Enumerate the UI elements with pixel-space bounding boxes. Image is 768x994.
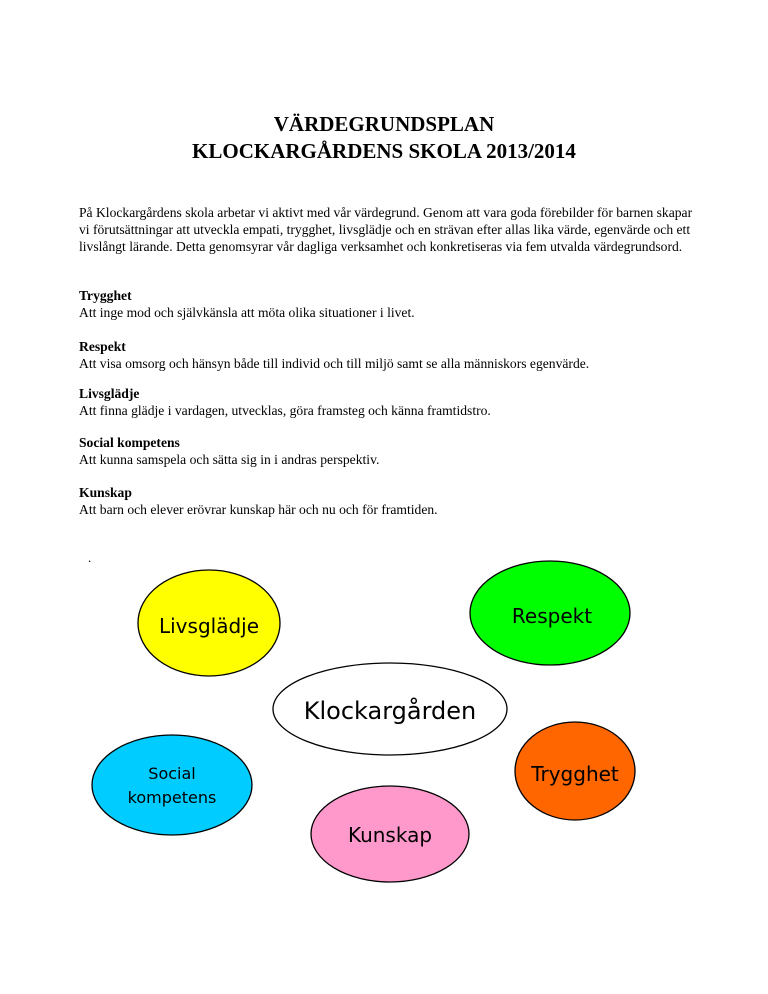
bubble-klockargarden-label: Klockargården [303,697,477,725]
value-description: Att finna glädje i vardagen, utvecklas, göra framsteg och känna framtidstro. [79,403,491,418]
bubble-kunskap-label: Kunskap [347,823,433,847]
value-description: Att kunna samspela och sätta sig in i andras perspektiv. [79,452,380,467]
bubble-livsgladje-label: Livsglädje [158,614,260,638]
value-description: Att barn och elever erövrar kunskap här och nu och för framtiden. [79,502,438,517]
value-description: Att inge mod och självkänsla att möta olika situationer i livet. [79,305,415,320]
bubble-respekt [470,561,630,665]
bubble-livsgladje [138,570,280,676]
bubble-kunskap [311,786,469,882]
bubble-social-kompetens-label-line2: kompetens [127,788,217,807]
intro-paragraph: På Klockargårdens skola arbetar vi aktivt med vår värdegrund. Genom att vara goda förebilder för barnen skapar vi förutsättningar att utveckla empati, trygghet, livsglädje och en strävan efter allas lika värde, egenvärde och ett livslångt lärande. Detta genomsyrar vår dagliga verksamhet och konkretiseras via fem utvalda värdegrundsord. [79,205,693,254]
bubble-klockargarden [273,663,507,755]
value-description: Att visa omsorg och hänsyn både till individ och till miljö samt se alla människors egenvärde. [79,356,590,371]
bubble-respekt-label: Respekt [511,604,593,628]
bubble-social-kompetens-shape [92,735,252,835]
document-title-line2: KLOCKARGÅRDENS SKOLA 2013/2014 [192,139,576,163]
document-title-line1: VÄRDEGRUNDSPLAN [273,112,495,136]
value-term: Social kompetens [79,435,180,450]
bubble-social-kompetens [92,735,252,835]
value-term: Respekt [79,339,126,354]
bubble-social-kompetens-label-line1: Social [148,764,196,783]
stray-dot: . [88,550,92,565]
value-term: Livsglädje [79,386,140,401]
bubble-trygghet-label: Trygghet [531,762,619,786]
bubble-trygghet [515,722,635,820]
value-term: Kunskap [79,485,132,500]
value-term: Trygghet [79,288,132,303]
